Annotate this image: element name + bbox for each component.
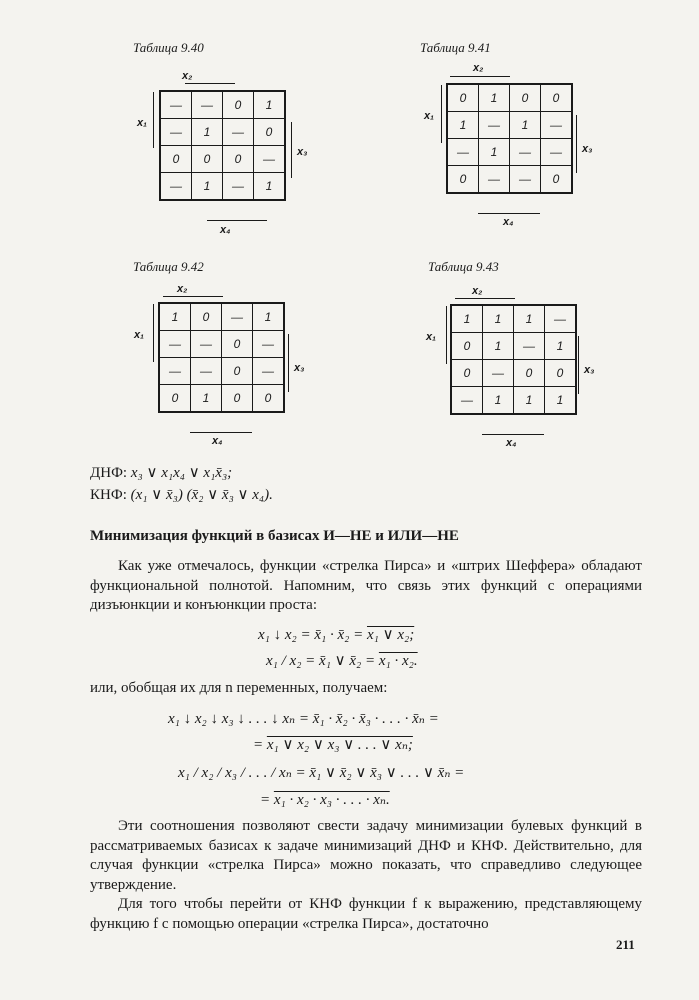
equation-negated: x₁ · x₂. [378,653,418,669]
var-bar [288,334,289,392]
dnf-expression: x₃ ∨ x₁x₄ ∨ x₁x̄₃; [130,465,233,481]
kmap-cell: — [160,91,192,119]
equation-prefix: = [253,737,267,753]
kmap-cell: 0 [191,303,222,331]
kmap-cell: 1 [253,303,285,331]
var-bar [478,213,540,214]
kmap-cell: 1 [483,387,514,415]
var-bar [578,336,579,394]
var-bar [455,298,515,299]
kmap-cell: 0 [447,166,479,194]
kmap-cell: — [253,331,285,358]
karnaugh-map-9-41 [446,83,573,194]
kmap-cell: — [192,91,223,119]
equation-lhs: x₁ ↓ x₂ = x̄₁ · x̄₂ = [258,627,367,643]
kmap-cell: 0 [510,84,541,112]
kmap-cell: 0 [222,385,253,413]
kmap-cell: 0 [160,146,192,173]
kmap-cell: 1 [191,385,222,413]
kmap-cell: — [541,139,573,166]
karnaugh-map-9-40 [159,90,286,201]
kmap-cell: 1 [451,305,483,333]
equation-general-sheffer-line2 [260,790,390,809]
knf-line [90,485,273,504]
kmap-cell: — [253,358,285,385]
kmap-cell: — [222,303,253,331]
kmap-cell: — [510,166,541,194]
kmap-cell: — [160,173,192,201]
kmap-cell: — [223,119,254,146]
page-number: 211 [616,937,635,952]
kmap-cell: 0 [514,360,545,387]
kmap-cell: 0 [222,358,253,385]
var-right-label: x₃ [584,364,595,376]
var-left-label: x₁ [137,117,147,129]
kmap-cell: 0 [223,146,254,173]
karnaugh-map-9-42 [158,302,285,413]
knf-expression: (x₁ ∨ x̄₃) (x̄₂ ∨ x̄₃ ∨ x₄). [130,487,273,503]
kmap-cell: — [160,119,192,146]
section-title: Минимизация функций в базисах И—НЕ и ИЛИ—НЕ [90,528,459,544]
kmap-cell: 1 [545,333,577,360]
kmap-cell: 1 [254,91,286,119]
kmap-cell: — [541,112,573,139]
equation-peirce [258,625,414,644]
table-caption: Таблица 9.42 [133,259,204,274]
kmap-cell: 0 [253,385,285,413]
paragraph: или, обобщая их для n переменных, получаем: [90,680,388,696]
equation-negated: x₁ · x₂ · x₃ · . . . · xₙ. [273,792,390,808]
kmap-cell: — [254,146,286,173]
paragraph: Для того чтобы перейти от КНФ функции f к выражению, представляющему функцию f с помощью операции «стрелка Пирса», достаточно [90,896,642,932]
kmap-cell: 1 [159,303,191,331]
paragraph: Как уже отмечалось, функции «стрелка Пирса» и «штрих Шеффера» обладают функциональной полнотой. Напомним, что связь этих функций с операциями дизъюнкции и конъюнкции проста: [90,558,642,613]
knf-label: КНФ: [90,487,127,503]
kmap-cell: — [483,360,514,387]
var-top-label: x₂ [472,285,483,297]
var-bar [441,85,442,143]
karnaugh-map-9-43 [450,304,577,415]
kmap-cell: 0 [541,166,573,194]
kmap-cell: 1 [483,333,514,360]
table-caption: Таблица 9.41 [420,40,491,55]
kmap-cell: 1 [192,173,223,201]
kmap-cell: — [451,387,483,415]
var-bar [576,115,577,173]
equation-prefix: = [260,792,274,808]
kmap-cell: 1 [192,119,223,146]
kmap-cell: 1 [510,112,541,139]
kmap-cell: — [223,173,254,201]
kmap-cell: — [479,112,510,139]
kmap-cell: 1 [483,305,514,333]
var-bar [446,306,447,364]
kmap-cell: 0 [451,360,483,387]
var-left-label: x₁ [426,331,436,343]
kmap-cell: 1 [514,387,545,415]
equation-lhs: x₁ / x₂ = x̄₁ ∨ x̄₂ = [266,653,379,669]
kmap-cell: — [159,358,191,385]
kmap-cell: 1 [447,112,479,139]
kmap-cell: — [191,358,222,385]
kmap-cell: 0 [451,333,483,360]
equation-negated: x₁ ∨ x₂; [366,627,415,643]
equation-general-peirce-line2 [253,735,413,754]
table-caption: Таблица 9.40 [133,40,204,55]
var-left-label: x₁ [134,329,144,341]
var-bar [185,83,235,84]
kmap-cell: 0 [159,385,191,413]
var-bottom-label: x₄ [506,437,517,449]
dnf-line [90,463,232,482]
var-bar [153,92,154,148]
kmap-cell: — [159,331,191,358]
table-caption: Таблица 9.43 [428,259,499,274]
kmap-cell: — [191,331,222,358]
var-top-label: x₂ [182,70,193,82]
kmap-cell: 1 [514,305,545,333]
kmap-cell: 1 [545,387,577,415]
dnf-label: ДНФ: [90,465,128,481]
var-left-label: x₁ [424,110,434,122]
kmap-cell: — [479,166,510,194]
kmap-cell: 0 [545,360,577,387]
var-bottom-label: x₄ [503,216,514,228]
kmap-cell: — [510,139,541,166]
kmap-cell: 0 [222,331,253,358]
var-right-label: x₃ [297,146,308,158]
kmap-cell: 0 [447,84,479,112]
var-bottom-label: x₄ [220,224,231,236]
kmap-cell: 0 [541,84,573,112]
var-bar [291,122,292,178]
kmap-cell: — [545,305,577,333]
equation-general-sheffer-line1: x₁ / x₂ / x₃ / . . . / xₙ = x̄₁ ∨ x̄₂ ∨ x̄₃ ∨ . . . ∨ x̄ₙ = [178,765,465,781]
var-right-label: x₃ [582,143,593,155]
var-top-label: x₂ [177,283,188,295]
var-bar [450,76,510,77]
var-bar [482,434,544,435]
kmap-cell: 0 [254,119,286,146]
var-bottom-label: x₄ [212,435,223,447]
kmap-cell: — [447,139,479,166]
paragraph: Эти соотношения позволяют свести задачу минимизации булевых функций в рассматриваемых базисах к задаче минимизаций ДНФ и КНФ. Действительно, для случая функции «стрелка Пирса» можно показать, что справедливо следующее утверждение. [90,818,642,893]
kmap-cell: 1 [254,173,286,201]
kmap-cell: 0 [192,146,223,173]
var-top-label: x₂ [473,62,484,74]
var-bar [190,432,252,433]
kmap-cell: — [514,333,545,360]
equation-general-peirce-line1: x₁ ↓ x₂ ↓ x₃ ↓ . . . ↓ xₙ = x̄₁ · x̄₂ · x̄₃ · . . . · x̄ₙ = [168,711,439,727]
var-bar [207,220,267,221]
kmap-cell: 0 [223,91,254,119]
var-right-label: x₃ [294,362,305,374]
kmap-cell: 1 [479,84,510,112]
equation-negated: x₁ ∨ x₂ ∨ x₃ ∨ . . . ∨ xₙ; [266,737,413,753]
kmap-cell: 1 [479,139,510,166]
var-bar [153,304,154,362]
var-bar [163,296,223,297]
equation-sheffer [266,651,418,670]
